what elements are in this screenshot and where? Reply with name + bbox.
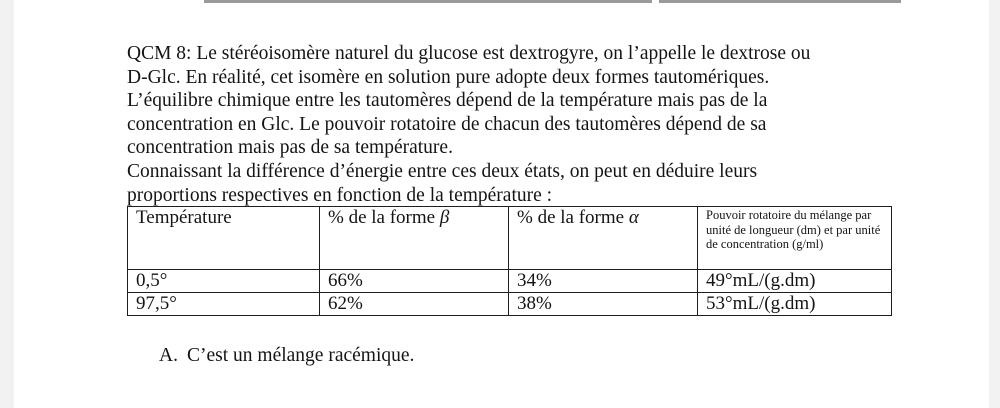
answer-text: C’est un mélange racémique. xyxy=(187,345,415,366)
question-line: Connaissant la différence d’énergie entre ces deux états, on peut en déduire leurs xyxy=(127,160,758,182)
table-row xyxy=(128,293,892,316)
table-row xyxy=(128,270,892,293)
tautomer-table xyxy=(127,206,892,316)
cell-rotation: 53°mL/(g.dm) xyxy=(698,293,892,316)
cell-alpha: 38% xyxy=(509,293,698,316)
cell-beta: 62% xyxy=(320,293,509,316)
header-beta: % de la forme β xyxy=(320,207,509,270)
question-line: D-Glc. En réalité, cet isomère en solution pure adopte deux formes tautomériques. xyxy=(127,66,770,88)
cell-beta: 66% xyxy=(320,270,509,293)
document-page xyxy=(14,0,989,408)
beta-symbol: β xyxy=(439,207,450,228)
cell-temperature: 0,5° xyxy=(128,270,320,293)
answer-option-a[interactable] xyxy=(159,345,414,367)
cell-temperature: 97,5° xyxy=(128,293,320,316)
cell-alpha: 34% xyxy=(509,270,698,293)
top-border-line xyxy=(659,0,901,3)
header-temperature: Température xyxy=(128,207,320,270)
question-line: proportions respectives en fonction de la température : xyxy=(127,184,553,206)
question-line: concentration en Glc. Le pouvoir rotatoire de chacun des tautomères dépend de sa xyxy=(127,113,767,135)
question-line: concentration mais pas de sa température. xyxy=(127,137,453,159)
header-rotation: Pouvoir rotatoire du mélange par unité de longueur (dm) et par unité de concentration (g/ml) xyxy=(698,207,892,270)
answer-letter: A. xyxy=(159,345,178,366)
question-line: L’équilibre chimique entre les tautomères dépend de la température mais pas de la xyxy=(127,90,768,112)
top-border-line xyxy=(204,0,652,3)
cell-rotation: 49°mL/(g.dm) xyxy=(698,270,892,293)
alpha-symbol: α xyxy=(628,207,639,228)
question-text xyxy=(127,42,897,207)
question-line: QCM 8: Le stéréoisomère naturel du glucose est dextrogyre, on l’appelle le dextrose ou xyxy=(127,43,811,64)
header-alpha: % de la forme α xyxy=(509,207,698,270)
table-header-row xyxy=(128,207,892,270)
